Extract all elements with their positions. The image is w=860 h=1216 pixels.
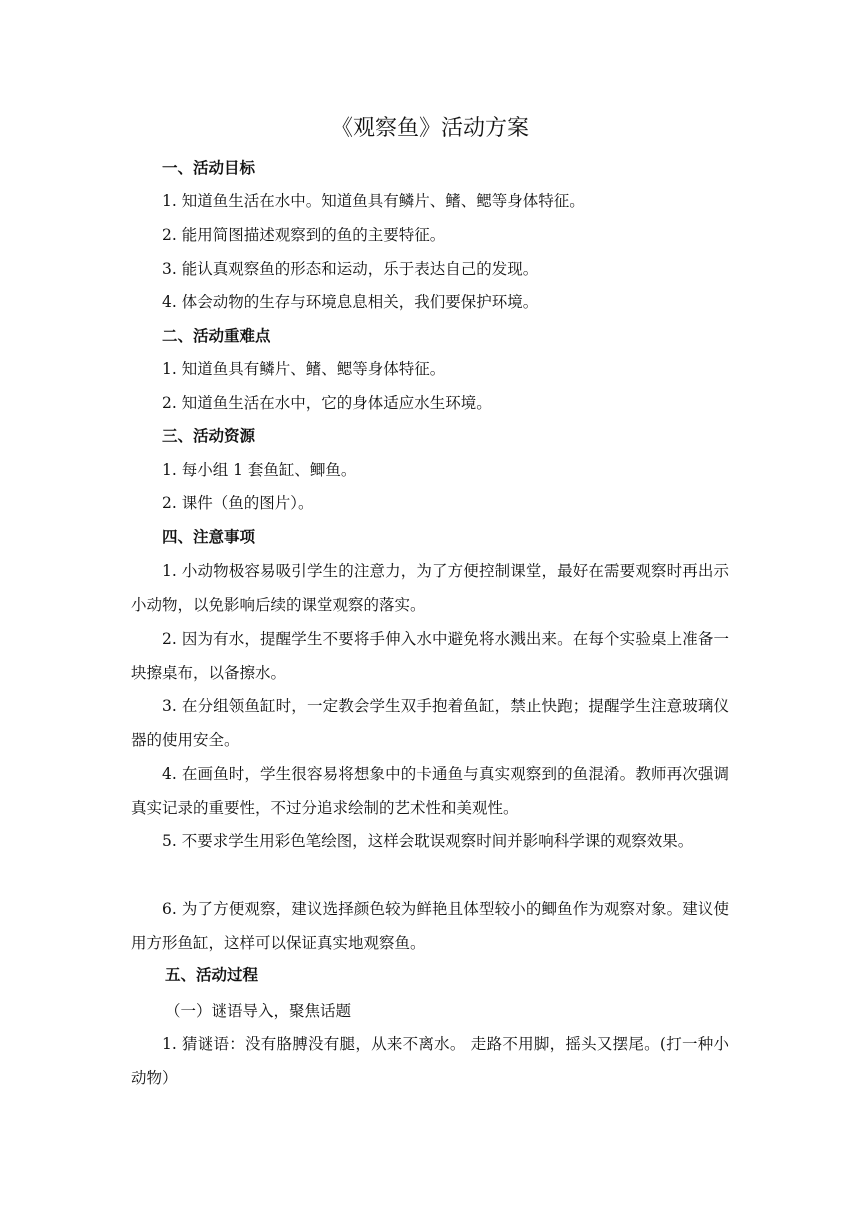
goal-item-2: 2. 能用简图描述观察到的鱼的主要特征。 — [162, 226, 446, 244]
note-item-3: 3. 在分组领鱼缸时，一定教会学生双手抱着鱼缸，禁止快跑；提醒学生注意玻璃仪器的使用安全。 — [131, 697, 729, 749]
process-item-1: 1. 猜谜语：没有胳膊没有腿，从来不离水。 走路不用脚，摇头又摆尾。(打一种小动物） — [131, 1035, 729, 1087]
resource-item-2: 2. 课件（鱼的图片）。 — [162, 494, 314, 512]
note-item-5: 5. 不要求学生用彩色笔绘图，这样会耽误观察时间并影响科学课的观察效果。 — [162, 832, 694, 850]
key-point-item-2: 2. 知道鱼生活在水中，它的身体适应水生环境。 — [162, 394, 492, 412]
goal-item-3: 3. 能认真观察鱼的形态和运动，乐于表达自己的发现。 — [162, 260, 539, 278]
process-sub-heading: （一）谜语导入，聚焦话题 — [165, 1002, 352, 1020]
note-item-1: 1. 小动物极容易吸引学生的注意力，为了方便控制课堂，最好在需要观察时再出示小动物，以免影响后续的课堂观察的落实。 — [131, 562, 729, 614]
goal-item-4: 4. 体会动物的生存与环境息息相关，我们要保护环境。 — [162, 293, 539, 311]
section-heading-key-points: 二、活动重难点 — [162, 327, 271, 345]
note-item-2: 2. 因为有水，提醒学生不要将手伸入水中避免将水溅出来。在每个实验桌上准备一块擦桌布，以备擦水。 — [131, 630, 729, 682]
section-heading-process: 五、活动过程 — [165, 966, 259, 984]
note-item-4: 4. 在画鱼时，学生很容易将想象中的卡通鱼与真实观察到的鱼混淆。教师再次强调真实记录的重要性，不过分追求绘制的艺术性和美观性。 — [131, 765, 729, 817]
note-item-6: 6. 为了方便观察，建议选择颜色较为鲜艳且体型较小的鲫鱼作为观察对象。建议使用方形鱼缸，这样可以保证真实地观察鱼。 — [131, 900, 729, 952]
section-heading-goals: 一、活动目标 — [162, 159, 256, 177]
document-title: 《观察鱼》活动方案 — [330, 116, 529, 141]
key-point-item-1: 1. 知道鱼具有鳞片、鳍、鳃等身体特征。 — [162, 360, 446, 378]
section-heading-resources: 三、活动资源 — [162, 427, 256, 445]
section-heading-notes: 四、注意事项 — [162, 528, 256, 546]
resource-item-1: 1. 每小组 1 套鱼缸、鲫鱼。 — [162, 461, 357, 479]
goal-item-1: 1. 知道鱼生活在水中。知道鱼具有鳞片、鳍、鳃等身体特征。 — [162, 192, 585, 210]
